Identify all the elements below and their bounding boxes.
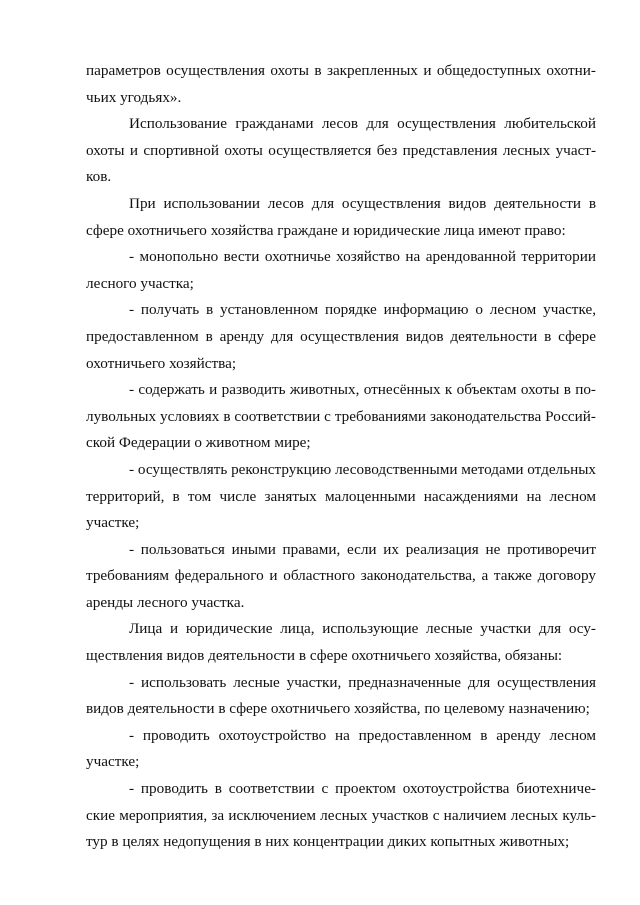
list-item-1: - монопольно вести охотничье хозяйство на арендованной территории лесного участка; xyxy=(86,248,596,292)
paragraph-3: При использовании лесов для осуществления видов деятельности в сфере охотничьего хозяйства граждане и юридические лица имеют право: xyxy=(86,194,596,239)
document-body xyxy=(86,58,596,856)
list-item-4: - осуществлять реконструкцию лесоводственными методами отдельных территорий, в том числе занятых малоценными насаждениями на лесном участке; xyxy=(86,460,596,532)
list-item-3: - содержать и разводить животных, отнесённых к объектам охоты в по-лувольных условиях в соответствии с требованиями законодательства Россий-ской Федерации о животном мире; xyxy=(86,381,596,452)
list-item-7: - проводить охотоустройство на предоставленном в аренду лесном участке; xyxy=(86,726,596,771)
paragraph-4: Лица и юридические лица, использующие лесные участки для осу-ществления видов деятельности в сфере охотничьего хозяйства, обязаны: xyxy=(86,620,596,665)
list-item-6: - использовать лесные участки, предназначенные для осуществления видов деятельности в сфере охотничьего хозяйства, по целевому назначению; xyxy=(86,673,596,718)
paragraph-1: параметров осуществления охоты в закрепленных и общедоступных охотни-чьих угодьях». xyxy=(86,62,596,106)
list-item-2: - получать в установленном порядке информацию о лесном участке, предоставленном в аренду для осуществления видов деятельности в сфере охотничьего хозяйства; xyxy=(86,301,596,372)
list-item-8: - проводить в соответствии с проектом охотоустройства биотехниче-ские мероприятия, за исключением лесных участков с наличием лесных куль-тур в целях недопущения в них концентрации диких копытных животных; xyxy=(86,780,596,851)
list-item-5: - пользоваться иными правами, если их реализация не противоречит требованиям федерального и областного законодательства, а также договору аренды лесного участка. xyxy=(86,540,596,611)
paragraph-2: Использование гражданами лесов для осуществления любительской охоты и спортивной охоты осуществляется без представления лесных участ-ков. xyxy=(86,115,596,186)
